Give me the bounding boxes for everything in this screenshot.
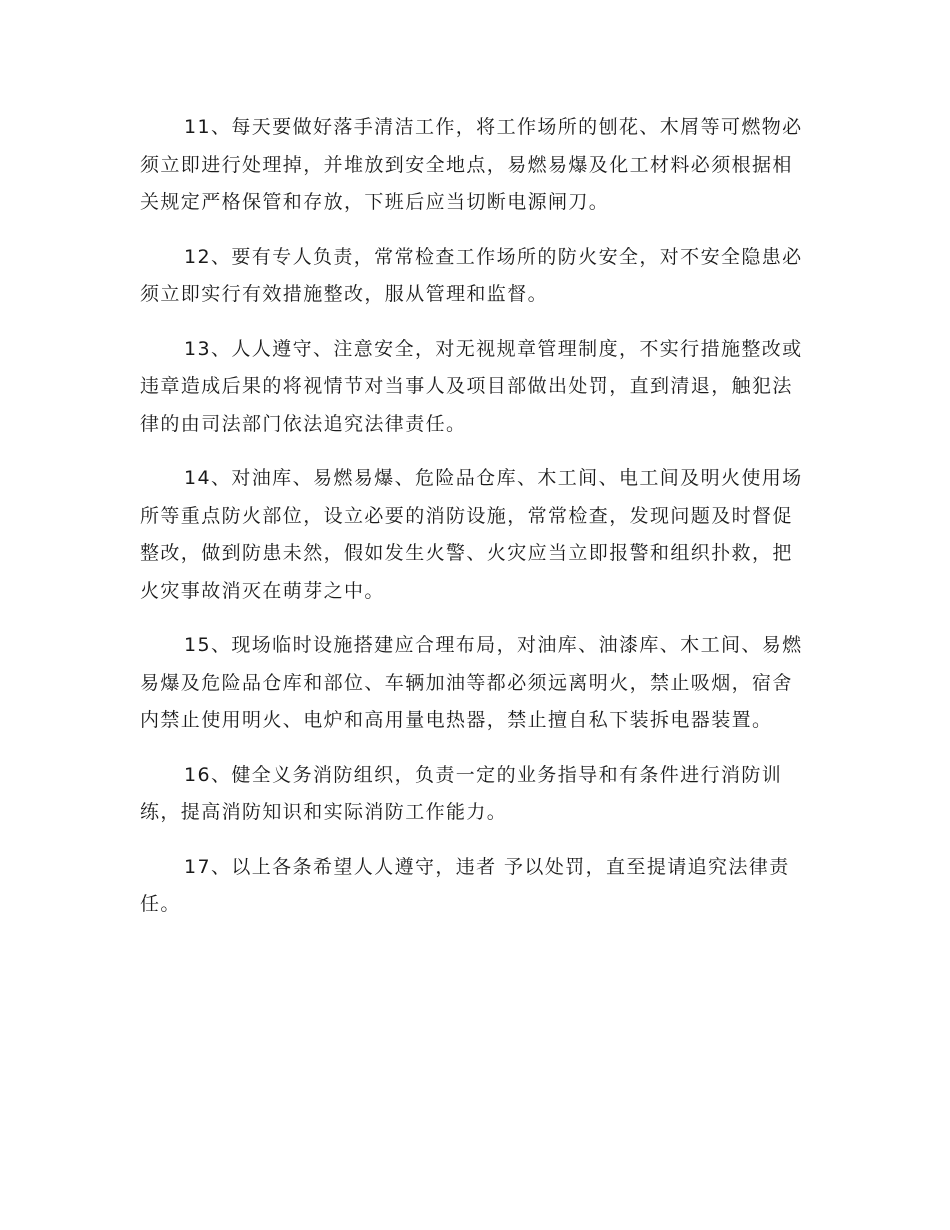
paragraph-11: 11、每天要做好落手清洁工作，将工作场所的刨花、木屑等可燃物必须立即进行处理掉，并堆放到安全地点，易燃易爆及化工材料必须根据相关规定严格保管和存放，下班后应当切断电源闸刀。 xyxy=(140,116,803,213)
paragraph-14: 14、对油库、易燃易爆、危险品仓库、木工间、电工间及明火使用场所等重点防火部位，设立必要的消防设施，常常检查，发现问题及时督促整改，做到防患未然，假如发生火警、火灾应当立即报警和组织扑救，把火灾事故消灭在萌芽之中。 xyxy=(140,467,803,602)
paragraph-12: 12、要有专人负责，常常检查工作场所的防火安全，对不安全隐患必须立即实行有效措施整改，服从管理和监督。 xyxy=(140,245,803,305)
paragraph-15: 15、现场临时设施搭建应合理布局，对油库、油漆库、木工间、易燃易爆及危险品仓库和部位、车辆加油等都必须远离明火，禁止吸烟，宿舍内禁止使用明火、电炉和高用量电热器，禁止擅自私下装拆电器装置。 xyxy=(140,634,803,731)
document-body xyxy=(140,109,808,941)
paragraph-13: 13、人人遵守、注意安全，对无视规章管理制度，不实行措施整改或违章造成后果的将视情节对当事人及项目部做出处罚，直到清退，触犯法律的由司法部门依法追究法律责任。 xyxy=(140,337,803,435)
paragraph-17: 17、以上各条希望人人遵守，违者 予以处罚，直至提请追究法律责任。 xyxy=(140,855,790,915)
paragraph-16: 16、健全义务消防组织，负责一定的业务指导和有条件进行消防训练，提高消防知识和实际消防工作能力。 xyxy=(140,763,783,823)
